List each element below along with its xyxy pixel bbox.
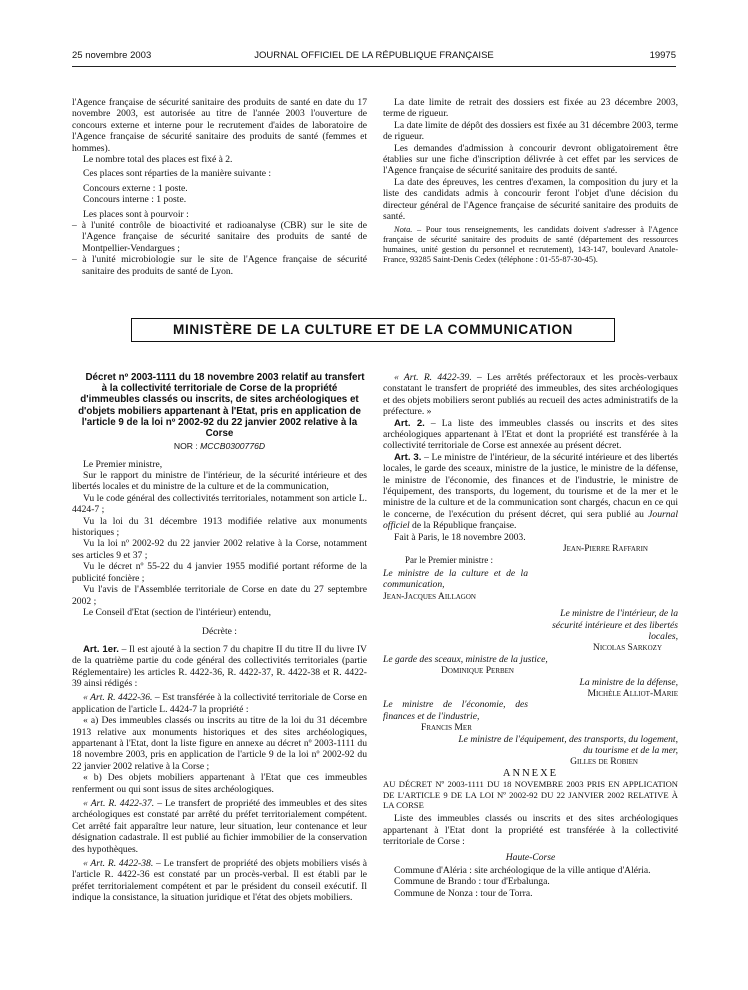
top-right-column	[383, 97, 678, 265]
paragraph: Les demandes d'admission à concourir devront obligatoirement être établies sur une fiche d'inscription délivrée à cet effet par les services de l'Agence française de sécurité sanitaire des produits de santé.	[383, 142, 678, 177]
paragraph: Sur le rapport du ministre de l'intérieur, de la sécurité intérieure et des libertés locales et du ministre de la culture et de la communication,	[72, 470, 367, 493]
signature-title: Le ministre de l'équipement, des transports, du logement, du tourisme et de la mer,	[458, 733, 678, 756]
article-2	[383, 418, 678, 452]
article-label: « Art. R. 4422-38.	[83, 858, 154, 870]
annexe-subtitle: AU DÉCRET Nº 2003-1111 DU 18 NOVEMBRE 2003 PRIS EN APPLICATION DE L'ARTICLE 9 DE LA LOI Nº 2002-92 DU 22 JANVIER 2002 RELATIVE À LA CORSE	[383, 779, 678, 811]
nota-label: Nota.	[394, 225, 413, 235]
paragraph: Vu l'avis de l'Assemblée territoriale de Corse en date du 27 septembre 2002 ;	[72, 584, 367, 607]
paragraph: Vu la loi nº 2002-92 du 22 janvier 2002 relative à la Corse, notamment ses articles 9 et 37 ;	[72, 538, 367, 561]
top-left-column	[72, 97, 367, 277]
list-item: – à l'unité contrôle de bioactivité et radioanalyse (CBR) sur le site de l'Agence française de sécurité sanitaire des produits de santé de Montpellier-Vendargues ;	[72, 220, 367, 254]
header-journal-title: JOURNAL OFFICIEL DE LA RÉPUBLIQUE FRANÇAISE	[254, 50, 494, 61]
paragraph: Ces places sont réparties de la manière suivante :	[83, 168, 272, 180]
signature-name: Jean-Pierre Raffarin	[562, 543, 648, 555]
paragraph: La date des épreuves, les centres d'examen, la composition du jury et la liste des candidats admis à concourir feront l'objet d'une décision du directeur général de l'Agence française de sécurité sanitaire des produits de santé.	[383, 176, 678, 223]
article-label: Art. 3.	[394, 451, 422, 463]
article-r37	[72, 798, 367, 855]
article-label: « Art. R. 4422-37.	[83, 798, 155, 809]
signature-title: La ministre de la défense,	[579, 676, 678, 688]
nota-text: – Pour tous renseignements, les candidats doivent s'adresser à l'Agence française de sécurité sanitaire des produits de santé (département des ressources humaines, unité gestion du personnel et recrutement), 143-147, boulevard Anatole-France, 93285 Saint-Denis Cedex (téléphone : 01-55-87-30-45).	[383, 225, 678, 265]
paragraph: La date limite de retrait des dossiers est fixée au 23 décembre 2003, terme de rigueur.	[383, 97, 678, 120]
region-heading: Haute-Corse	[505, 851, 556, 863]
article-text: – Il est ajouté à la section 7 du chapitre II du titre II du livre IV de la quatrième partie du code général des collectivités territoriales (partie Réglementaire) les articles R. 4422-36, R. 4422-37, R. 4422-38 et R. 4422-39 ainsi rédigés :	[72, 643, 367, 689]
signature-title: Le garde des sceaux, ministre de la justice,	[383, 653, 548, 665]
ministry-heading: MINISTÈRE DE LA CULTURE ET DE LA COMMUNICATION	[131, 318, 615, 342]
decrete-heading: Décrète :	[202, 626, 237, 638]
signature-name: Michèle Alliot-Marie	[587, 687, 678, 699]
article-r38	[72, 858, 367, 904]
signature-by: Par le Premier ministre :	[405, 554, 493, 565]
paragraph: Le Premier ministre,	[83, 458, 163, 470]
article-label: « Art. R. 4422-36.	[83, 692, 153, 704]
list-item: Commune d'Aléria : site archéologique de la ville antique d'Aléria.	[394, 865, 651, 877]
annexe-intro: Liste des immeubles classés ou inscrits et des sites archéologiques appartenant à l'Etat dont la propriété est transférée à la collectivité territoriale de Corse :	[383, 813, 678, 848]
signature-name: Jean-Jacques Aillagon	[383, 590, 476, 602]
signature-title: Le ministre de la culture et de la communication,	[383, 567, 528, 591]
header-page-number: 19975	[649, 50, 676, 61]
nota-paragraph	[383, 225, 678, 265]
paragraph: Les places sont à pourvoir :	[83, 208, 189, 220]
article-text: – Le transfert de propriété des immeubles et des sites archéologiques est constaté par arrêté du préfet territorialement compétent. Cet arrêté fait apparaître leur nature, leur situation, leur contenance et leur désignation cadastrale. Il est publié au fichier immobilier de la conservation des hypothèques.	[72, 798, 367, 855]
annexe-title: ANNEXE	[502, 767, 559, 779]
paragraph: Concours interne : 1 poste.	[83, 194, 187, 206]
decree-right-column	[383, 372, 678, 899]
paragraph: Vu le code général des collectivités territoriales, notamment son article L. 4424-7 ;	[72, 492, 367, 516]
paragraph: Vu le décret nº 55-22 du 4 janvier 1955 modifié portant réforme de la publicité foncière ;	[72, 561, 367, 584]
list-item: – à l'unité microbiologie sur le site de l'Agence française de sécurité sanitaire des produits de santé de Lyon.	[72, 254, 367, 277]
article-text: – La liste des immeubles classés ou inscrits et des sites archéologiques appartenant à l'Etat et dont la propriété est transférée à la collectivité territoriale de Corse est annexée au présent décret.	[383, 417, 678, 452]
paragraph: l'Agence française de sécurité sanitaire des produits de santé en date du 17 novembre 2003, est autorisée au titre de l'année 2003 l'ouverture de concours externe et interne pour le recrutement d'aides de laboratoire de l'Agence française de sécurité sanitaire des produits de santé (femmes et hommes).	[72, 97, 367, 154]
nor-code: MCCB0300776D	[200, 441, 266, 452]
article-text: – Le ministre de l'intérieur, de la sécurité intérieure et des libertés locales, le garde des sceaux, ministre de la justice, le ministre de la défense, le ministre de l'économie, des finances et de l'industrie, le ministre de l'équipement, des transports, du logement, du tourisme et de la mer et le ministre de la culture et de la communication sont chargés, chacun en ce qui le concerne, de l'exécution du présent décret, qui sera publié au	[383, 451, 678, 520]
nor-reference	[72, 441, 367, 452]
paragraph: Concours externe : 1 poste.	[83, 182, 188, 194]
article-label: Art. 1er.	[83, 643, 119, 655]
article-label: « Art. R. 4422-39.	[394, 372, 472, 383]
signature-name: Nicolas Sarkozy	[592, 642, 662, 654]
paragraph: Le Conseil d'Etat (section de l'intérieur) entendu,	[83, 606, 272, 618]
decree-title: Décret nº 2003-1111 du 18 novembre 2003 relatif au transfert à la collectivité territoriale de Corse de la propriété d'immeubles classés ou inscrits, de sites archéologiques et d'objets mobiliers appartenant à l'Etat, pris en application de l'article 9 de la loi nº 2002-92 du 22 janvier 2002 relative à la Corse	[78, 372, 365, 440]
paragraph: « a) Des immeubles classés ou inscrits au titre de la loi du 31 décembre 1913 relative aux monuments historiques et des sites archéologiques, appartenant à l'Etat, dont la liste figure en annexe au décret nº 2003-1111 du 18 novembre 2003, pris en application de l'article 9 de la loi nº 2002-92 du 22 janvier 2002 relative à la Corse ;	[72, 715, 367, 772]
signature-title: Le ministre de l'intérieur, de la sécurité intérieure et des libertés locales,	[552, 608, 678, 642]
paragraph: Le nombre total des places est fixé à 2.	[83, 154, 233, 166]
article-text: – Les arrêtés préfectoraux et les procès-verbaux constatant le transfert de propriété des immeubles, des sites archéologiques et des objets mobiliers seront publiés au recueil des actes administratifs de la préfecture. »	[383, 372, 678, 418]
article-r39	[383, 372, 678, 418]
signature-name: Dominique Perben	[441, 665, 514, 677]
article-3	[383, 452, 678, 532]
article-1	[72, 644, 367, 690]
header-rule	[72, 66, 676, 67]
article-label: Art. 2.	[394, 417, 425, 429]
list-item: Commune de Nonza : tour de Torra.	[394, 887, 533, 899]
decree-left-column	[72, 372, 367, 904]
paragraph: « b) Des objets mobiliers appartenant à l'Etat que ces immeubles renferment ou qui sont issus de sites archéologiques.	[72, 772, 367, 795]
journal-officiel: Journal officiel	[383, 508, 678, 532]
list-item: Commune de Brando : tour d'Erbalunga.	[394, 876, 550, 888]
nor-label: NOR :	[173, 441, 201, 452]
signature-title: Le ministre de l'économie, des finances et de l'industrie,	[383, 699, 528, 722]
signature-name: Gilles de Robien	[570, 756, 638, 768]
paragraph: Vu la loi du 31 décembre 1913 modifiée relative aux monuments historiques ;	[72, 515, 367, 539]
header-date: 25 novembre 2003	[72, 50, 152, 61]
article-text: – Est transférée à la collectivité territoriale de Corse en application de l'article L. 4424-7 la propriété :	[72, 692, 367, 715]
page-header	[72, 50, 676, 66]
paragraph: La date limite de dépôt des dossiers est fixée au 31 décembre 2003, terme de rigueur.	[383, 119, 678, 143]
done-date: Fait à Paris, le 18 novembre 2003.	[394, 531, 526, 543]
article-r36	[72, 692, 367, 715]
article-text: – Le transfert de propriété des objets mobiliers visés à l'article R. 4422-36 est constaté par un procès-verbal. Il est établi par le préfet territorialement compétent et par le président du conseil exécutif. Il indique la consistance, la situation juridique et l'état des objets mobiliers.	[72, 858, 367, 904]
article-text: de la République française.	[409, 520, 517, 532]
signature-name: Francis Mer	[421, 722, 472, 734]
